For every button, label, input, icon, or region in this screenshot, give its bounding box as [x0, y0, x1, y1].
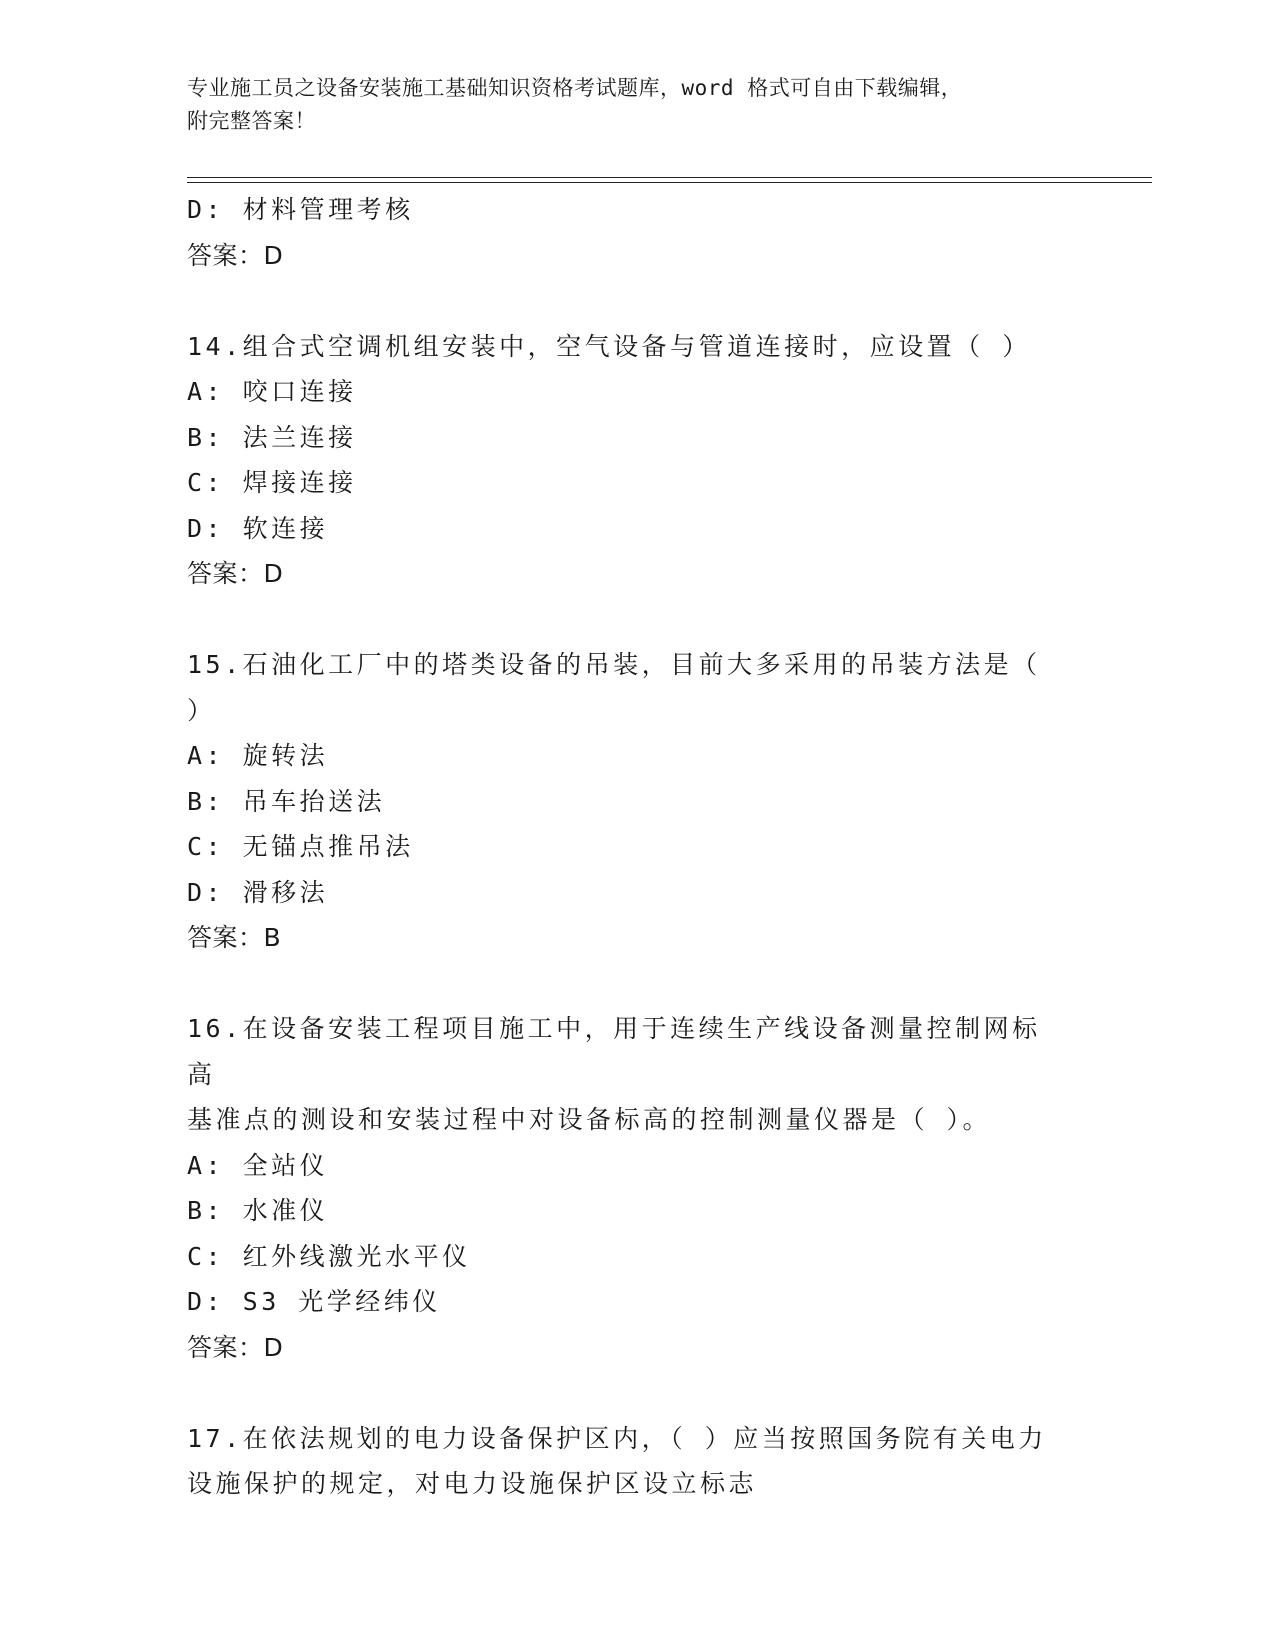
spacer: [187, 1370, 1067, 1416]
question-text-line-2: 基准点的测设和安装过程中对设备标高的控制测量仪器是（ ）。: [187, 1105, 992, 1134]
answer: 答案：D: [187, 1332, 284, 1362]
answer: 答案：D: [187, 559, 284, 588]
answer: 答案：D: [187, 240, 284, 270]
question-15: [187, 642, 1067, 961]
option-b: B: 法兰连接: [187, 422, 357, 452]
option-c: C: 无锚点推吊法: [187, 832, 414, 861]
header-rule-bottom: [187, 182, 1152, 183]
option-a: A: 全站仪: [187, 1150, 329, 1180]
question-content: [187, 187, 1067, 1507]
header-rule-top: [187, 177, 1152, 178]
spacer: [187, 961, 1067, 1007]
question-14: [187, 324, 1067, 597]
spacer: [187, 597, 1067, 643]
option-d: D: 滑移法: [187, 877, 329, 907]
header-line-2: 附完整答案！: [187, 109, 316, 133]
answer: 答案：B: [187, 923, 282, 952]
option-d: D: 材料管理考核: [187, 195, 414, 224]
option-b: B: 水准仪: [187, 1196, 329, 1225]
question-text-line-1: 16.在设备安装工程项目施工中，用于连续生产线设备测量控制网标高: [187, 1014, 1041, 1089]
question-text-line-1: 17.在依法规划的电力设备保护区内，（ ）应当按照国务院有关电力: [187, 1423, 1047, 1453]
option-a: A: 咬口连接: [187, 377, 357, 406]
question-text-line-2: ）: [187, 695, 216, 725]
question-text-line-1: 15.石油化工厂中的塔类设备的吊装，目前大多采用的吊装方法是（: [187, 650, 1041, 679]
option-a: A: 旋转法: [187, 741, 329, 770]
option-b: B: 吊车抬送法: [187, 786, 386, 816]
question-text: 14.组合式空调机组安装中，空气设备与管道连接时，应设置（ ）: [187, 331, 1031, 361]
option-c: C: 红外线激光水平仪: [187, 1241, 471, 1271]
spacer: [187, 278, 1067, 324]
question-16: [187, 1006, 1067, 1370]
option-d: D: 软连接: [187, 513, 329, 543]
document-header: [187, 72, 1067, 138]
header-line-1: 专业施工员之设备安装施工基础知识资格考试题库，word 格式可自由下载编辑，: [187, 76, 963, 100]
question-text-line-2: 设施保护的规定，对电力设施保护区设立标志: [187, 1469, 758, 1498]
option-c: C: 焊接连接: [187, 468, 357, 497]
option-d: D: S3 光学经纬仪: [187, 1287, 441, 1316]
question-17: [187, 1416, 1067, 1507]
